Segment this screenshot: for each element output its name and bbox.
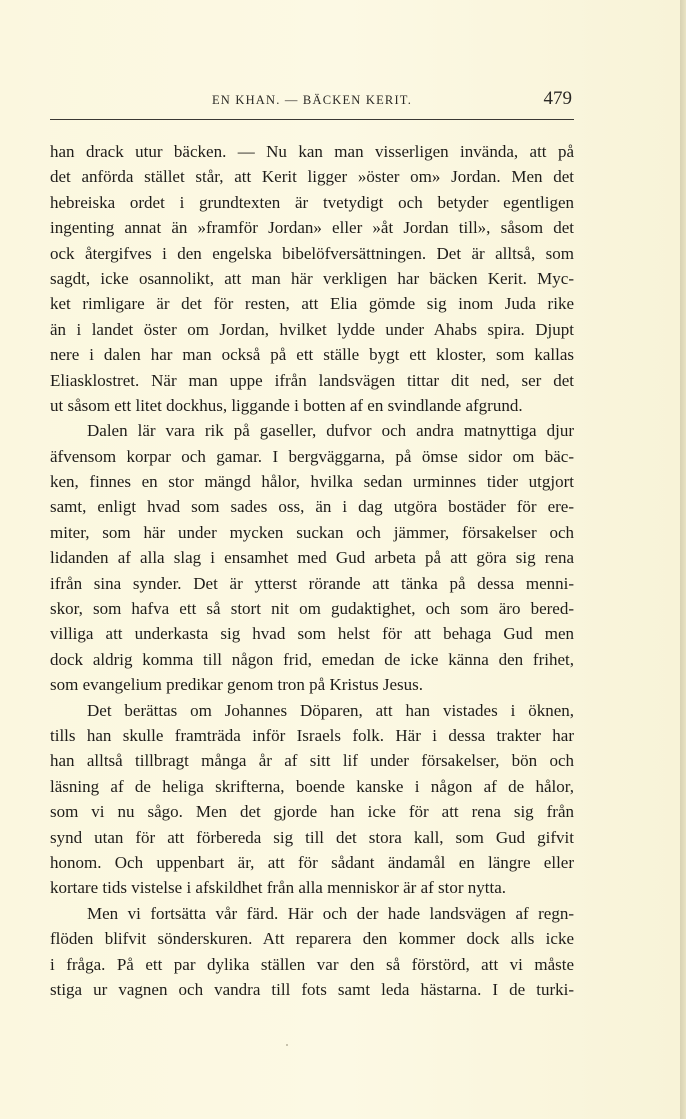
- text-line: ket rimligare är det för resten, att Elia gömde sig inom Juda rike: [50, 294, 574, 314]
- body-text: [50, 139, 574, 1002]
- text-line: Men vi fortsätta vår färd. Här och der hade landsvägen af regn-: [87, 903, 574, 923]
- text-line: det anförda stället står, att Kerit ligger »öster om» Jordan. Men det: [50, 167, 574, 187]
- text-line: stiga ur vagnen och vandra till fots samt leda hästarna. I de turki-: [50, 979, 574, 999]
- page-number: 479: [543, 88, 572, 109]
- text-line: samt, enligt hvad som sades oss, än i dag utgöra bostäder för ere-: [50, 497, 574, 517]
- text-line: villiga att underkasta sig hvad som helst för att behaga Gud men: [50, 624, 574, 644]
- text-line: kortare tids vistelse i afskildhet från alla menniskor är af stor nytta.: [50, 878, 507, 898]
- text-line: ifrån sina synder. Det är ytterst rörande att tänka på dessa menni-: [50, 573, 574, 593]
- text-line: Dalen lär vara rik på gaseller, dufvor och andra matnyttiga djur: [87, 421, 574, 441]
- text-line: i fråga. På ett par dylika ställen var den så förstörd, att vi måste: [50, 954, 574, 974]
- text-line: ken, finnes en stor mängd hålor, hvilka sedan urminnes tider utgjort: [50, 472, 574, 492]
- text-line: miter, som här under mycken suckan och jämmer, försakelser och: [50, 522, 574, 542]
- running-head: [50, 88, 574, 116]
- text-line: Eliasklostret. När man uppe ifrån landsvägen tittar dit ned, ser det: [50, 370, 574, 390]
- text-line: läsning af de heliga skrifterna, boende kanske i någon af de hålor,: [50, 776, 574, 796]
- text-line: nere i dalen har man också på ett ställe bygt ett kloster, som kallas: [50, 345, 574, 365]
- header-rule: [50, 119, 574, 120]
- paper-speck: [286, 1044, 288, 1046]
- text-line: synd utan för att förbereda sig till det stora kall, som Gud gifvit: [50, 827, 574, 847]
- text-line: sagdt, icke osannolikt, att man här verkligen har bäcken Kerit. Myc-: [50, 268, 574, 288]
- text-line: Det berättas om Johannes Döparen, att han vistades i öknen,: [87, 700, 574, 720]
- text-line: han drack utur bäcken. — Nu kan man visserligen invända, att på: [50, 142, 574, 161]
- text-line: flöden blifvit sönderskuren. Att reparera den kommer dock alls icke: [50, 929, 574, 949]
- text-line: ock återgifves i den engelska bibelöfversättningen. Det är alltså, som: [50, 243, 574, 263]
- text-line: dock aldrig komma till någon frid, emedan de icke känna den frihet,: [50, 649, 574, 669]
- text-line: som evangelium predikar genom tron på Kristus Jesus.: [50, 675, 423, 695]
- text-line: äfvensom korpar och gamar. I bergväggarna, på ömse sidor om bäc-: [50, 446, 574, 466]
- text-line: tills han skulle framträda inför Israels folk. Här i dessa trakter har: [50, 725, 574, 745]
- text-line: än i landet öster om Jordan, hvilket lydde under Ahabs spira. Djupt: [50, 319, 574, 339]
- text-line: ut såsom ett litet dockhus, liggande i botten af en svindlande afgrund.: [50, 395, 523, 415]
- text-line: han alltså tillbragt många år af sitt lif under försakelser, bön och: [50, 751, 574, 771]
- text-line: som vi nu sågo. Men det gjorde han icke för att rena sig från: [50, 802, 574, 822]
- text-line: lidanden af alla slag i ensamhet med Gud arbeta på att göra sig rena: [50, 548, 574, 568]
- running-title: EN KHAN. — BÄCKEN KERIT.: [211, 93, 413, 107]
- text-line: hebreiska ordet i grundtexten är tvetydigt och betyder egentligen: [50, 192, 574, 212]
- text-line: honom. Och uppenbart är, att för sådant ändamål en längre eller: [50, 852, 574, 872]
- text-line: skor, som hafva ett så stort nit om gudaktighet, och som äro bered-: [50, 599, 574, 619]
- text-line: ingenting annat än »framför Jordan» eller »åt Jordan till», såsom det: [50, 218, 574, 238]
- page-edge: [680, 0, 686, 1119]
